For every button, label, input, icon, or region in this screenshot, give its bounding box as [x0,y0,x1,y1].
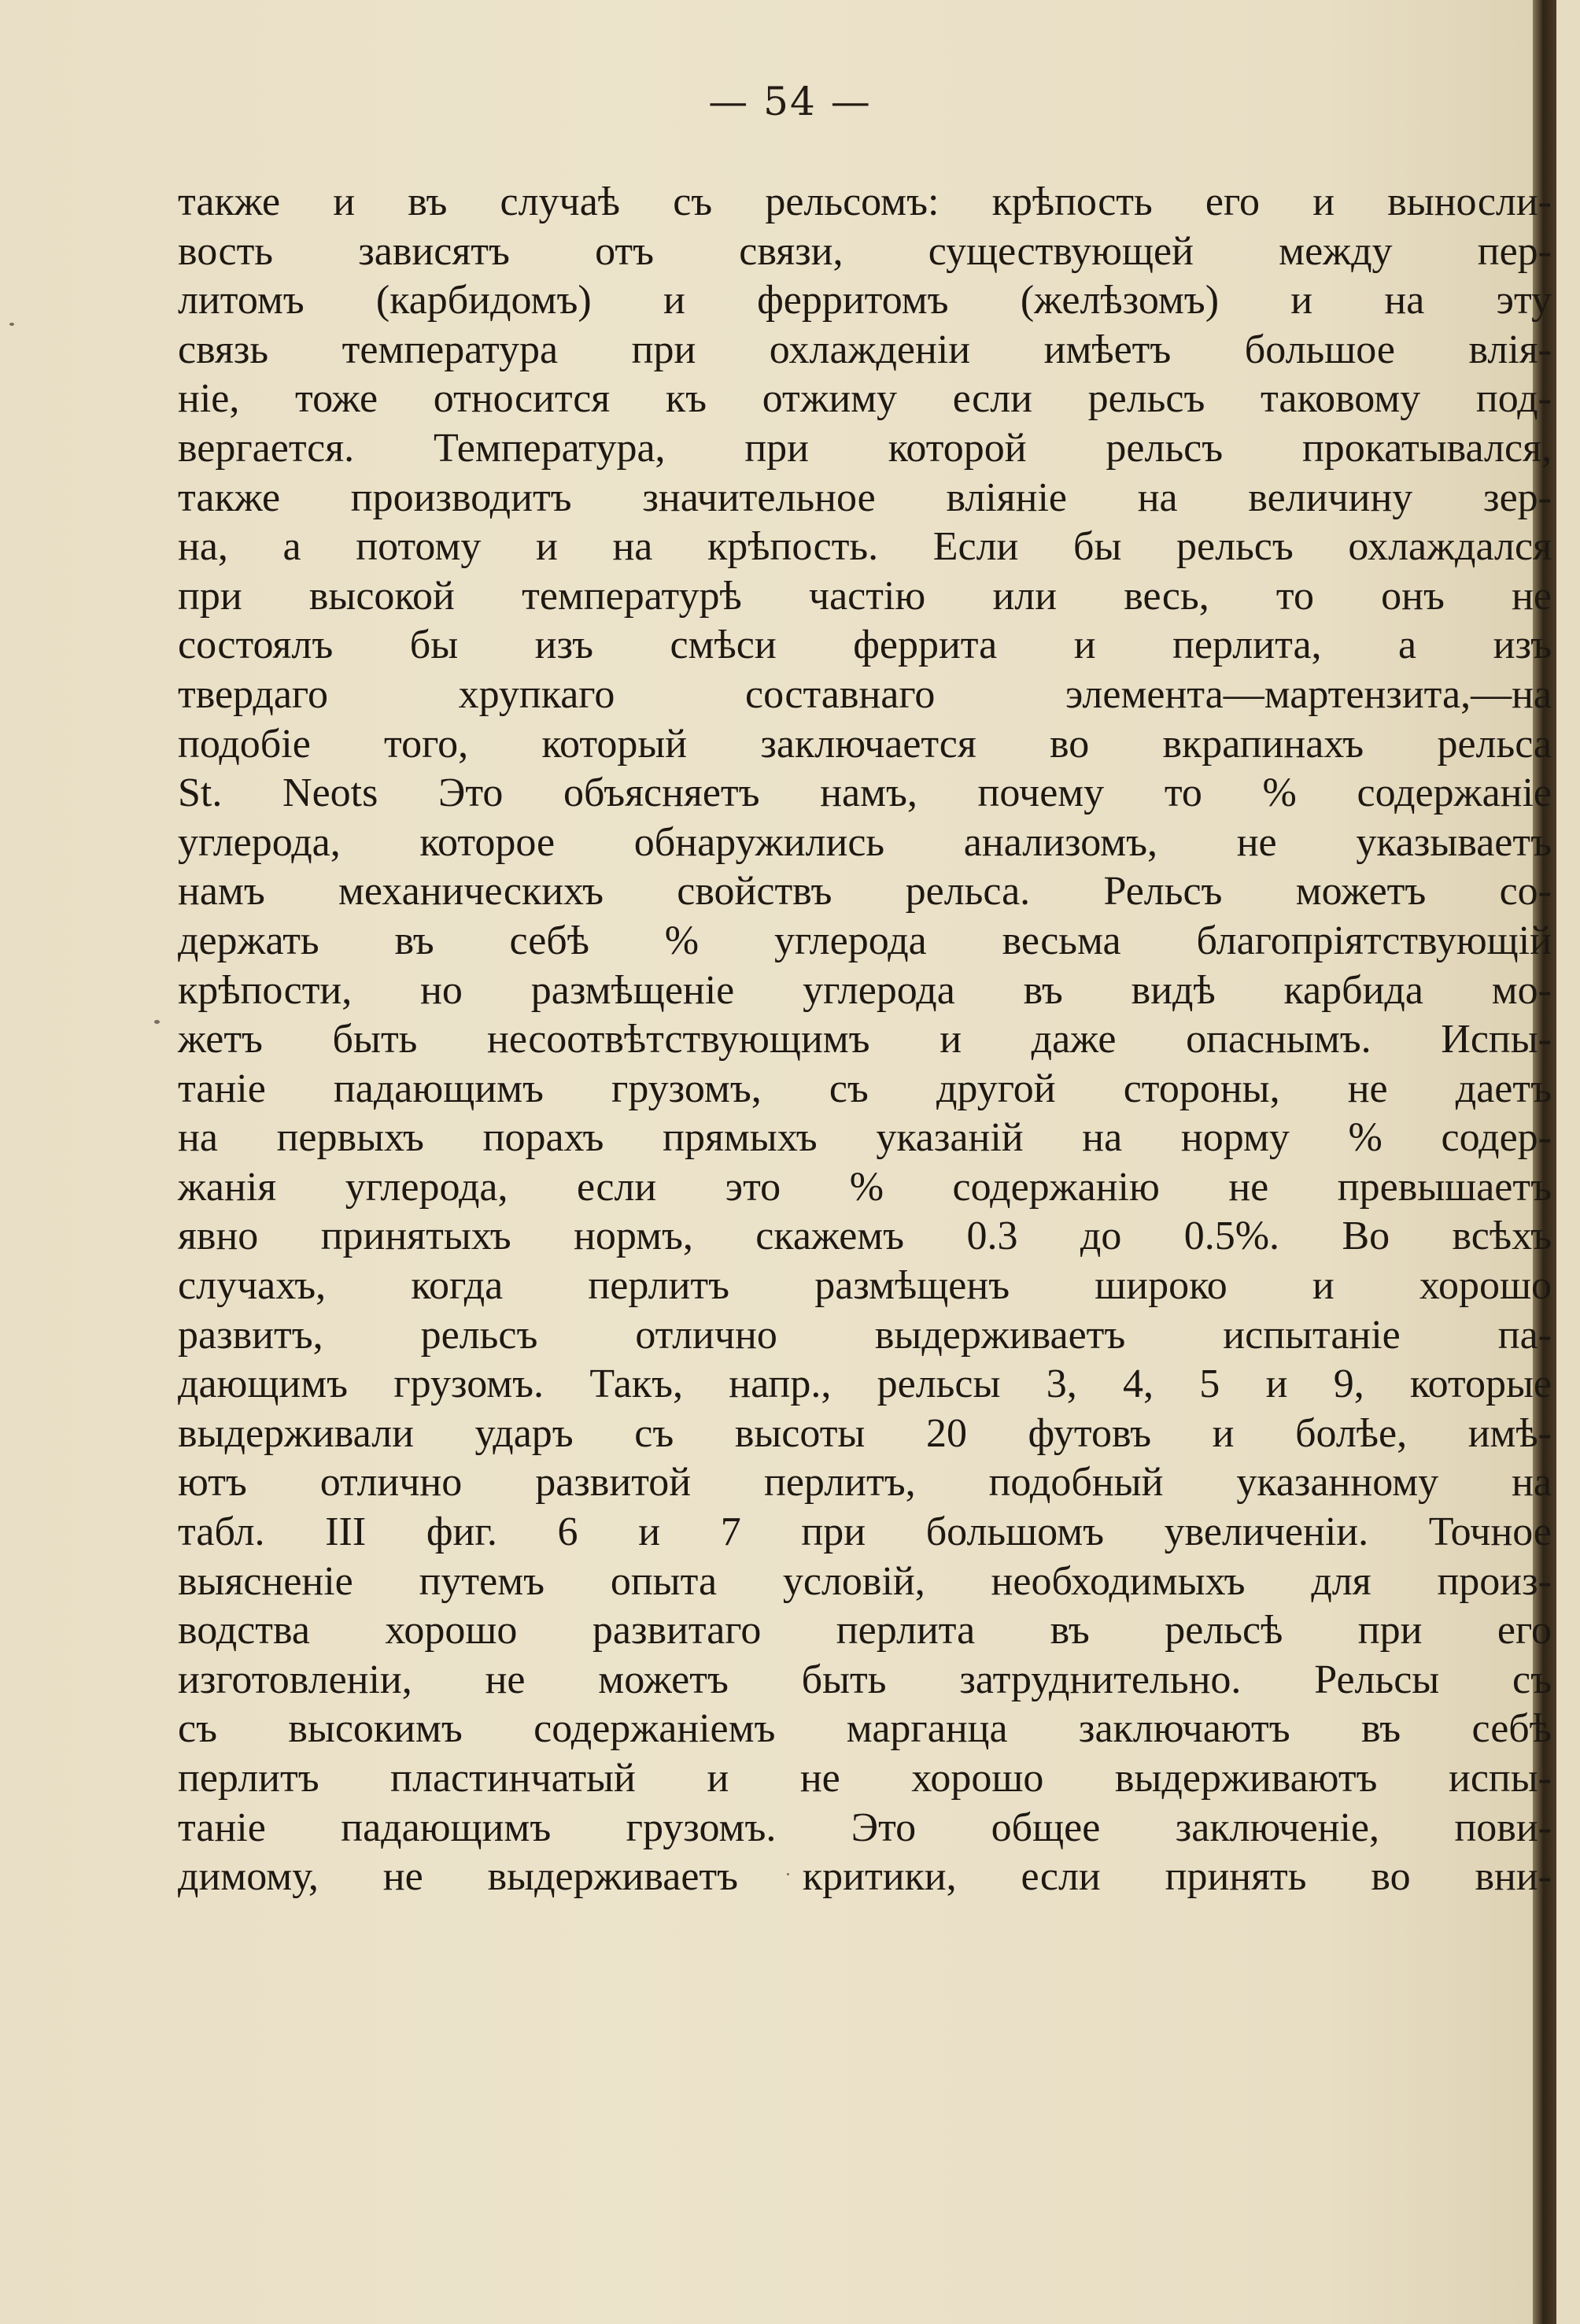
text-line: литомъ (карбидомъ) и ферритомъ (желѣзомъ) и на эту [178,278,1552,323]
text-line: водства хорошо развитаго перлита въ рельсѣ при его [178,1608,1552,1653]
text-line: ютъ отлично развитой перлитъ, подобный указанному на [178,1460,1552,1506]
text-line: St. Neots Это объясняетъ намъ, почему то % содержаніе [178,770,1552,816]
text-line: ніе, тоже относится къ отжиму если рельсъ таковому под- [178,376,1552,422]
body-text [178,178,1552,1902]
text-line: выдерживали ударъ съ высоты 20 футовъ и болѣе, имѣ- [178,1410,1552,1456]
text-line: случахъ, когда перлитъ размѣщенъ широко и хорошо [178,1263,1552,1309]
text-line: вергается. Температура, при которой рельсъ прокатывался, [178,425,1552,471]
page-number: — 54 — [708,79,872,124]
text-line: таніе падающимъ грузомъ, съ другой стороны, не даетъ [178,1066,1552,1111]
text-line: вость зависятъ отъ связи, существующей между пер- [178,228,1552,274]
ink-speck [154,1020,160,1024]
text-line: также и въ случаѣ съ рельсомъ: крѣпость его и выносли- [178,179,1552,224]
text-line: держать въ себѣ % углерода весьма благопріятствующій [178,918,1552,963]
text-line: выясненіе путемъ опыта условій, необходимыхъ для произ- [178,1558,1552,1604]
text-line: съ высокимъ содержаніемъ марганца заключаютъ въ себѣ [178,1706,1552,1752]
text-line: явно принятыхъ нормъ, скажемъ 0.3 до 0.5%. Во всѣхъ [178,1214,1552,1259]
text-line: при высокой температурѣ частію или весь, то онъ не [178,573,1552,619]
text-line: табл. III фиг. 6 и 7 при большомъ увеличеніи. Точное [178,1509,1552,1555]
text-line: также производитъ значительное вліяніе на величину зер- [178,475,1552,520]
text-line: таніе падающимъ грузомъ. Это общее заключеніе, пови- [178,1805,1552,1850]
text-line: твердаго хрупкаго составнаго элемента—мартензита,—на [178,671,1552,717]
text-line: намъ механическихъ свойствъ рельса. Рельсъ можетъ со- [178,869,1552,914]
text-line: состоялъ бы изъ смѣси феррита и перлита, а изъ [178,623,1552,668]
text-line: на, а потому и на крѣпость. Если бы рельсъ охлаждался [178,524,1552,570]
text-line: подобіе того, который заключается во вкрапинахъ рельса [178,721,1552,767]
text-line: изготовленіи, не можетъ быть затруднительно. Рельсы съ [178,1657,1552,1702]
text-line: перлитъ пластинчатый и не хорошо выдерживаютъ испы- [178,1756,1552,1801]
text-line: на первыхъ порахъ прямыхъ указаній на норму % содер- [178,1115,1552,1161]
ink-speck [9,323,14,326]
text-line: развитъ, рельсъ отлично выдерживаетъ испытаніе па- [178,1312,1552,1358]
text-line: дающимъ грузомъ. Такъ, напр., рельсы 3, 4, 5 и 9, которые [178,1362,1552,1407]
text-line: димому, не выдерживаетъ критики, если принять во вни- [178,1854,1552,1900]
text-line: связь температура при охлажденіи имѣетъ большое влія- [178,327,1552,372]
text-line: крѣпости, но размѣщеніе углерода въ видѣ карбида мо- [178,967,1552,1013]
text-line: жетъ быть несоотвѣтствующимъ и даже опаснымъ. Испы- [178,1017,1552,1062]
text-line: углерода, которое обнаружились анализомъ, не указываетъ [178,819,1552,865]
text-line: жанія углерода, если это % содержанію не превышаетъ [178,1164,1552,1210]
